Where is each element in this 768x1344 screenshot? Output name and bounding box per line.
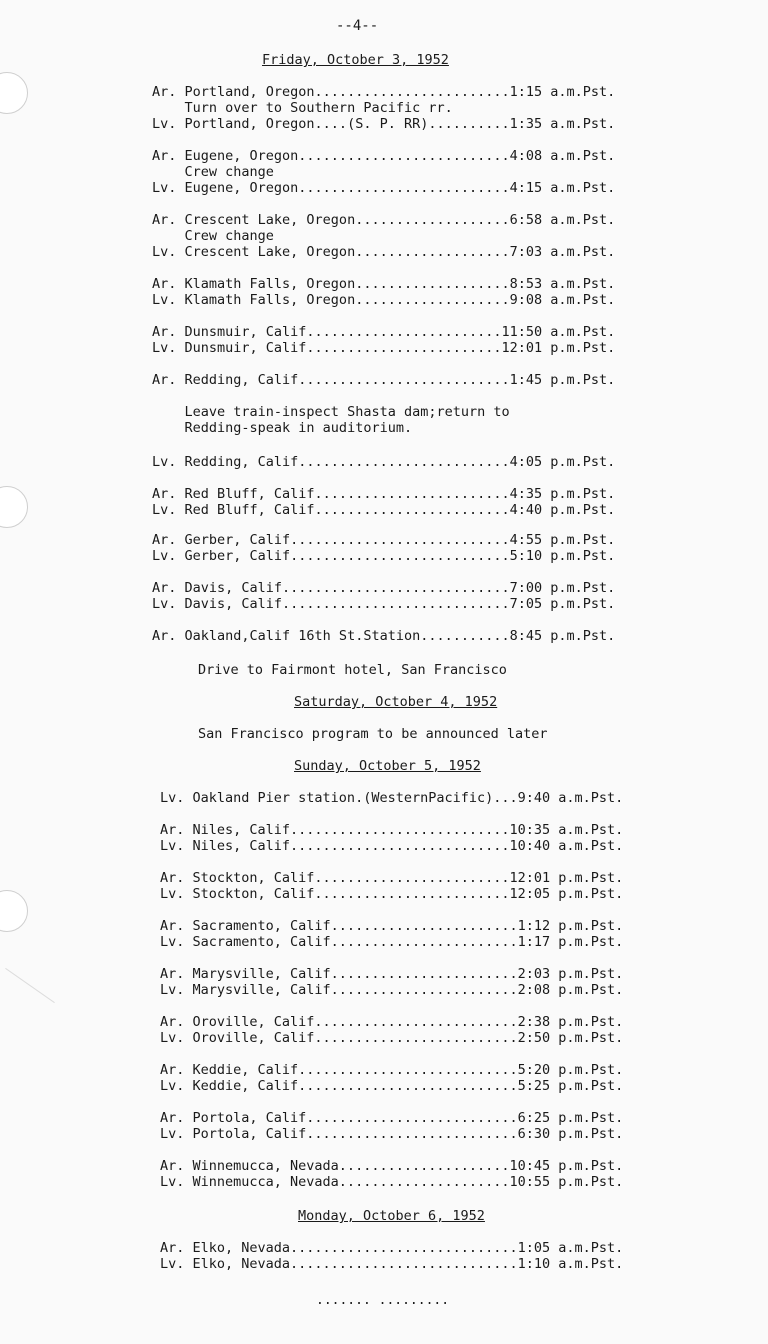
- section-heading-friday: Friday, October 3, 1952: [262, 52, 449, 68]
- schedule-line: Ar. Elko, Nevada............................1:05 a.m.Pst.: [160, 1240, 624, 1256]
- schedule-line: Ar. Red Bluff, Calif........................4:35 p.m.Pst.: [152, 486, 616, 502]
- schedule-line: Lv. Niles, Calif...........................10:40 a.m.Pst.: [160, 838, 624, 854]
- schedule-line: Ar. Crescent Lake, Oregon...................6:58 a.m.Pst.: [152, 212, 616, 228]
- page-number: --4--: [336, 18, 379, 34]
- schedule-line: Ar. Gerber, Calif...........................4:55 p.m.Pst.: [152, 532, 616, 548]
- schedule-line: Ar. Oakland,Calif 16th St.Station...........8:45 p.m.Pst.: [152, 628, 616, 644]
- punch-hole: [0, 890, 28, 932]
- schedule-line: Ar. Stockton, Calif........................12:01 p.m.Pst.: [160, 870, 624, 886]
- schedule-line: Lv. Davis, Calif............................7:05 p.m.Pst.: [152, 596, 616, 612]
- schedule-line: Ar. Winnemucca, Nevada.....................10:45 p.m.Pst.: [160, 1158, 624, 1174]
- schedule-line: Lv. Elko, Nevada............................1:10 a.m.Pst.: [160, 1256, 624, 1272]
- schedule-note: Redding-speak in auditorium.: [152, 420, 413, 436]
- schedule-note: San Francisco program to be announced later: [198, 726, 548, 742]
- schedule-line: Lv. Sacramento, Calif.......................1:17 p.m.Pst.: [160, 934, 624, 950]
- section-heading-sunday: Sunday, October 5, 1952: [294, 758, 481, 774]
- schedule-line: Lv. Marysville, Calif.......................2:08 p.m.Pst.: [160, 982, 624, 998]
- section-heading-monday: Monday, October 6, 1952: [298, 1208, 485, 1224]
- schedule-line: Lv. Gerber, Calif...........................5:10 p.m.Pst.: [152, 548, 616, 564]
- paper-fold: [5, 968, 55, 1003]
- footer-dots: ....... .........: [316, 1293, 450, 1308]
- schedule-line: Ar. Oroville, Calif.........................2:38 p.m.Pst.: [160, 1014, 624, 1030]
- schedule-line: Lv. Oakland Pier station.(WesternPacific)...9:40 a.m.Pst.: [160, 790, 624, 806]
- section-heading-saturday: Saturday, October 4, 1952: [294, 694, 498, 710]
- schedule-line: Lv. Eugene, Oregon..........................4:15 a.m.Pst.: [152, 180, 616, 196]
- schedule-note: Crew change: [152, 164, 274, 180]
- schedule-line: Ar. Keddie, Calif...........................5:20 p.m.Pst.: [160, 1062, 624, 1078]
- punch-hole: [0, 72, 28, 114]
- schedule-line: Lv. Red Bluff, Calif........................4:40 p.m.Pst.: [152, 502, 616, 518]
- schedule-line: Lv. Stockton, Calif........................12:05 p.m.Pst.: [160, 886, 624, 902]
- schedule-line: Ar. Redding, Calif..........................1:45 p.m.Pst.: [152, 372, 616, 388]
- schedule-line: Lv. Portland, Oregon....(S. P. RR)..........1:35 a.m.Pst.: [152, 116, 616, 132]
- schedule-line: Ar. Eugene, Oregon..........................4:08 a.m.Pst.: [152, 148, 616, 164]
- schedule-note: Crew change: [152, 228, 274, 244]
- schedule-line: Lv. Portola, Calif..........................6:30 p.m.Pst.: [160, 1126, 624, 1142]
- schedule-line: Ar. Klamath Falls, Oregon...................8:53 a.m.Pst.: [152, 276, 616, 292]
- schedule-line: Lv. Oroville, Calif.........................2:50 p.m.Pst.: [160, 1030, 624, 1046]
- schedule-line: Ar. Marysville, Calif.......................2:03 p.m.Pst.: [160, 966, 624, 982]
- schedule-line: Lv. Keddie, Calif...........................5:25 p.m.Pst.: [160, 1078, 624, 1094]
- schedule-line: Lv. Klamath Falls, Oregon...................9:08 a.m.Pst.: [152, 292, 616, 308]
- schedule-line: Ar. Davis, Calif............................7:00 p.m.Pst.: [152, 580, 616, 596]
- schedule-line: Ar. Portola, Calif..........................6:25 p.m.Pst.: [160, 1110, 624, 1126]
- schedule-line: Ar. Portland, Oregon........................1:15 a.m.Pst.: [152, 84, 616, 100]
- schedule-line: Lv. Winnemucca, Nevada.....................10:55 p.m.Pst.: [160, 1174, 624, 1190]
- schedule-line: Ar. Niles, Calif...........................10:35 a.m.Pst.: [160, 822, 624, 838]
- schedule-note: Drive to Fairmont hotel, San Francisco: [198, 662, 507, 678]
- schedule-line: Lv. Redding, Calif..........................4:05 p.m.Pst.: [152, 454, 616, 470]
- schedule-line: Ar. Sacramento, Calif.......................1:12 p.m.Pst.: [160, 918, 624, 934]
- schedule-note: Turn over to Southern Pacific rr.: [152, 100, 453, 116]
- schedule-line: Lv. Dunsmuir, Calif........................12:01 p.m.Pst.: [152, 340, 616, 356]
- schedule-line: Ar. Dunsmuir, Calif........................11:50 a.m.Pst.: [152, 324, 616, 340]
- punch-hole: [0, 486, 28, 528]
- schedule-note: Leave train-inspect Shasta dam;return to: [152, 404, 510, 420]
- schedule-line: Lv. Crescent Lake, Oregon...................7:03 a.m.Pst.: [152, 244, 616, 260]
